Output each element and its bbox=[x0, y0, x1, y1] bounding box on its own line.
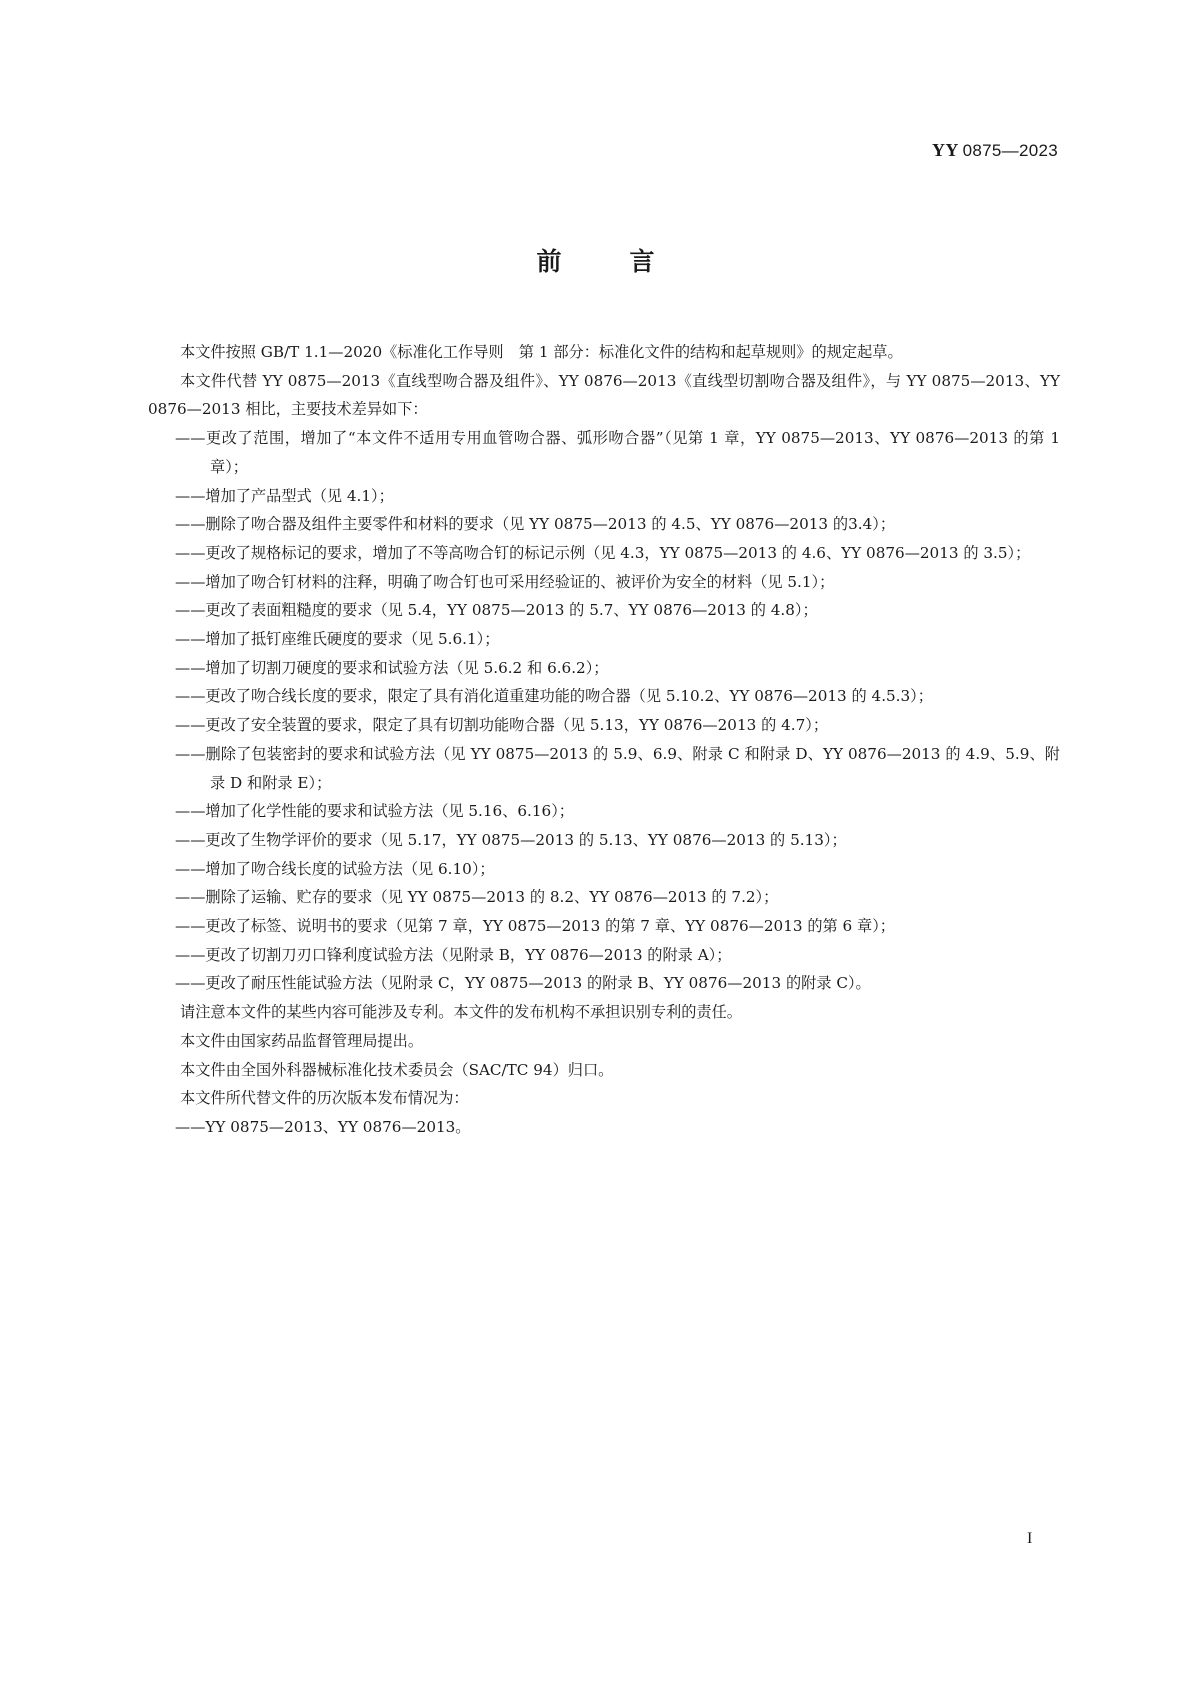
change-item: ——更改了安全装置的要求，限定了具有切割功能吻合器（见 5.13，YY 0876—2013 的 4.7）； bbox=[175, 716, 829, 735]
history-item: ——YY 0875—2013、YY 0876—2013。 bbox=[175, 1117, 471, 1136]
change-item: ——更改了规格标记的要求，增加了不等高吻合钉的标记示例（见 4.3，YY 0875—2013 的 4.6、YY 0876—2013 的 3.5）； bbox=[175, 543, 1031, 562]
document-body bbox=[148, 338, 1060, 1142]
paragraph-history-intro: 本文件所代替文件的历次版本发布情况为： bbox=[180, 1089, 469, 1108]
change-item: ——更改了吻合线长度的要求，限定了具有消化道重建功能的吻合器（见 5.10.2、YY 0876—2013 的 4.5.3）； bbox=[175, 687, 933, 706]
paragraph-drafting-rules: 本文件按照 GB/T 1.1—2020《标准化工作导则 第 1 部分：标准化文件的结构和起草规则》的规定起草。 bbox=[180, 343, 903, 361]
standard-number bbox=[932, 140, 1058, 161]
change-item: ——更改了标签、说明书的要求（见第 7 章，YY 0875—2013 的第 7 章、YY 0876—2013 的第 6 章）； bbox=[175, 917, 895, 936]
change-item: ——删除了包装密封的要求和试验方法（见 YY 0875—2013 的 5.9、6.9、附录 C 和附录 D、YY 0876—2013 的 4.9、5.9、附录 D 和附录 E）； bbox=[175, 744, 1060, 792]
standard-code: 0875—2023 bbox=[962, 141, 1058, 160]
change-item: ——更改了生物学评价的要求（见 5.17，YY 0875—2013 的 5.13、YY 0876—2013 的 5.13）； bbox=[175, 830, 847, 849]
change-item: ——更改了范围，增加了“本文件不适用专用血管吻合器、弧形吻合器”（见第 1 章，YY 0875—2013、YY 0876—2013 的第 1 章）； bbox=[175, 429, 1060, 476]
change-item: ——更改了表面粗糙度的要求（见 5.4，YY 0875—2013 的 5.7、YY 0876—2013 的 4.8）； bbox=[175, 601, 818, 620]
change-item: ——增加了吻合线长度的试验方法（见 6.10）； bbox=[175, 859, 495, 878]
change-item: ——删除了运输、贮存的要求（见 YY 0875—2013 的 8.2、YY 0876—2013 的 7.2）； bbox=[175, 888, 779, 907]
page-number: I bbox=[1027, 1530, 1033, 1547]
paragraph-patent-notice: 请注意本文件的某些内容可能涉及专利。本文件的发布机构不承担识别专利的责任。 bbox=[180, 1003, 742, 1022]
paragraph-proposer: 本文件由国家药品监督管理局提出。 bbox=[180, 1031, 423, 1050]
change-item: ——增加了吻合钉材料的注释，明确了吻合钉也可采用经验证的、被评价为安全的材料（见 5.1）； bbox=[175, 572, 835, 591]
paragraph-committee: 本文件由全国外科器械标准化技术委员会（SAC/TC 94）归口。 bbox=[180, 1060, 614, 1079]
paragraph-replacement: 本文件代替 YY 0875—2013《直线型吻合器及组件》、YY 0876—2013《直线型切割吻合器及组件》，与 YY 0875—2013、YY 0876—2013 相比，主要技术差异如下： bbox=[148, 371, 1060, 419]
change-item: ——增加了切割刀硬度的要求和试验方法（见 5.6.2 和 6.6.2）； bbox=[175, 658, 609, 677]
change-item: ——删除了吻合器及组件主要零件和材料的要求（见 YY 0875—2013 的 4.5、YY 0876—2013 的3.4）； bbox=[175, 515, 896, 534]
standard-prefix: YY bbox=[932, 140, 959, 160]
change-item: ——增加了抵钉座维氏硬度的要求（见 5.6.1）； bbox=[175, 630, 500, 649]
change-item: ——更改了耐压性能试验方法（见附录 C，YY 0875—2013 的附录 B、YY 0876—2013 的附录 C）。 bbox=[175, 974, 871, 993]
change-item: ——更改了切割刀刃口锋利度试验方法（见附录 B，YY 0876—2013 的附录 A）； bbox=[175, 945, 732, 964]
page-title: 前言 bbox=[536, 247, 723, 276]
change-item: ——增加了化学性能的要求和试验方法（见 5.16、6.16）； bbox=[175, 802, 574, 821]
change-item: ——增加了产品型式（见 4.1）； bbox=[175, 486, 394, 505]
